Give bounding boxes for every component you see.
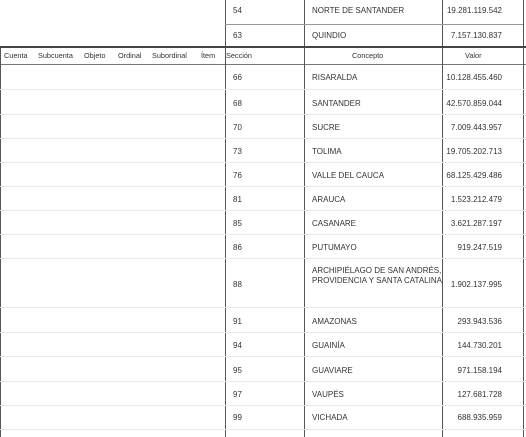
concepto-cell: PUTUMAYO bbox=[312, 243, 357, 252]
row-divider bbox=[0, 356, 526, 357]
row-divider bbox=[0, 186, 526, 187]
valor-cell: 3.621.287.197 bbox=[450, 219, 502, 228]
row-divider bbox=[0, 138, 526, 139]
concepto-cell: VAUPÉS bbox=[312, 390, 344, 399]
valor-cell: 127.681.728 bbox=[457, 390, 502, 399]
row-divider bbox=[0, 210, 526, 211]
seccion-cell: 70 bbox=[233, 123, 242, 132]
row-divider bbox=[0, 89, 526, 90]
row-divider bbox=[0, 234, 526, 235]
header-item: Ítem bbox=[201, 51, 216, 60]
seccion-cell: 63 bbox=[233, 31, 242, 40]
valor-cell: 68.125.429.486 bbox=[446, 171, 502, 180]
seccion-cell: 94 bbox=[233, 341, 242, 350]
table-header bbox=[0, 48, 526, 64]
row-divider bbox=[0, 381, 526, 382]
seccion-cell: 76 bbox=[233, 171, 242, 180]
seccion-cell: 88 bbox=[233, 280, 242, 289]
row-divider bbox=[0, 162, 526, 163]
seccion-cell: 73 bbox=[233, 147, 242, 156]
seccion-cell: 91 bbox=[233, 317, 242, 326]
row-divider bbox=[0, 307, 526, 308]
concepto-cell: SANTANDER bbox=[312, 99, 361, 108]
table-right-edge bbox=[523, 48, 524, 437]
concepto-cell: CASANARE bbox=[312, 219, 357, 228]
valor-cell: 10.128.455.460 bbox=[446, 73, 502, 82]
table-left-edge bbox=[0, 48, 1, 437]
header-concepto: Concepto bbox=[352, 51, 384, 60]
seccion-cell: 54 bbox=[233, 6, 242, 15]
seccion-cell: 66 bbox=[233, 73, 242, 82]
header-objeto: Objeto bbox=[84, 51, 106, 60]
concepto-cell: AMAZONAS bbox=[312, 317, 357, 326]
concepto-cell: ARCHIPIÉLAGO DE SAN ANDRÉS, PROVIDENCIA Y SANTA CATALINA bbox=[312, 266, 442, 285]
valor-cell: 42.570.859.044 bbox=[446, 99, 502, 108]
valor-cell: 919.247.519 bbox=[457, 243, 502, 252]
seccion-cell: 68 bbox=[233, 99, 242, 108]
valor-cell: 293.943.536 bbox=[457, 317, 502, 326]
row-divider bbox=[0, 429, 526, 430]
concepto-cell: ARAUCA bbox=[312, 195, 346, 204]
seccion-cell: 99 bbox=[233, 413, 242, 422]
header-cuenta: Cuenta bbox=[4, 51, 28, 60]
valor-cell: 1.523.212.479 bbox=[450, 195, 502, 204]
concepto-cell: GUAINÍA bbox=[312, 341, 345, 350]
concepto-cell: NORTE DE SANTANDER bbox=[312, 6, 405, 15]
header-subcuenta: Subcuenta bbox=[38, 51, 73, 60]
valor-cell: 7.157.130.837 bbox=[450, 31, 502, 40]
valor-cell: 19.705.202.713 bbox=[446, 147, 502, 156]
seccion-cell: 95 bbox=[233, 366, 242, 375]
divider-seccion-left bbox=[225, 48, 226, 437]
concepto-cell: QUINDIO bbox=[312, 31, 347, 40]
row-divider bbox=[0, 405, 526, 406]
row-divider bbox=[0, 114, 526, 115]
continued-rows bbox=[0, 0, 526, 47]
valor-cell: 144.730.201 bbox=[457, 341, 502, 350]
row-divider bbox=[0, 332, 526, 333]
concepto-cell: VICHADA bbox=[312, 413, 348, 422]
valor-cell: 688.935.959 bbox=[457, 413, 502, 422]
header-bottom-border bbox=[0, 64, 526, 65]
seccion-cell: 85 bbox=[233, 219, 242, 228]
concepto-cell: RISARALDA bbox=[312, 73, 358, 82]
header-valor: Valor bbox=[465, 51, 482, 60]
seccion-cell: 97 bbox=[233, 390, 242, 399]
valor-cell: 7.009.443.957 bbox=[450, 123, 502, 132]
concepto-cell: SUCRE bbox=[312, 123, 341, 132]
concepto-cell: VALLE DEL CAUCA bbox=[312, 171, 385, 180]
valor-cell: 19.281.119.542 bbox=[446, 6, 502, 15]
concepto-cell: GUAVIARE bbox=[312, 366, 353, 375]
valor-cell: 971.158.194 bbox=[457, 366, 502, 375]
row-divider bbox=[0, 258, 526, 259]
concepto-cell: TOLIMA bbox=[312, 147, 342, 156]
header-ordinal: Ordinal bbox=[118, 51, 142, 60]
valor-cell: 1.902.137.995 bbox=[450, 280, 502, 289]
seccion-cell: 86 bbox=[233, 243, 242, 252]
seccion-cell: 81 bbox=[233, 195, 242, 204]
header-seccion: Sección bbox=[226, 51, 252, 60]
divider-concepto-left bbox=[304, 48, 305, 437]
table-row bbox=[0, 6, 526, 26]
header-subordinal: Subordinal bbox=[152, 51, 187, 60]
